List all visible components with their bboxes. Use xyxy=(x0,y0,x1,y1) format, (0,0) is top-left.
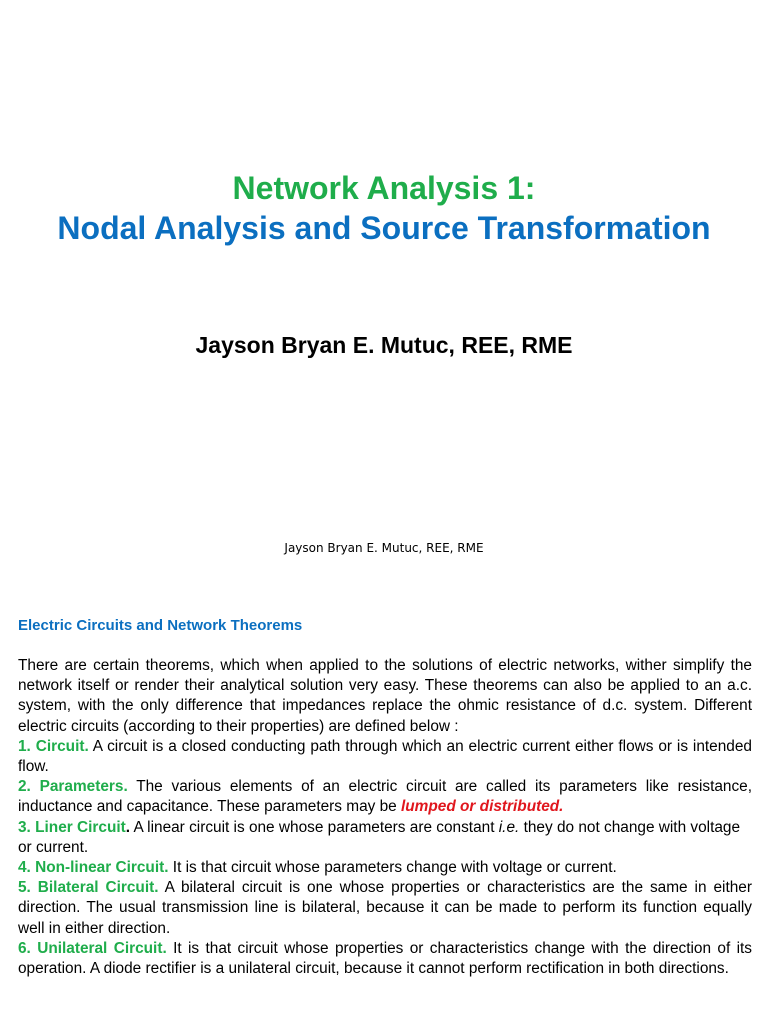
item-text: The various elements of an electric circuit are called its parameters like resistance, xyxy=(127,778,752,796)
author-name: Jayson Bryan E. Mutuc, REE, RME xyxy=(195,332,573,358)
item-label: 1. Circuit. xyxy=(18,737,89,755)
item-label: 3. Liner Circuit xyxy=(18,818,126,836)
item-emphasis: lumped or distributed. xyxy=(401,798,564,816)
list-item-parameters-cont xyxy=(18,797,752,817)
item-text: A linear circuit is one whose parameters are constant xyxy=(130,818,499,836)
list-item-nonlinear xyxy=(18,858,752,878)
title-line-1: Network Analysis 1: xyxy=(232,170,536,206)
item-text: It is that circuit whose properties or characteristics change with the direction of its operation. A diode rectifier is a unilateral circuit, because it cannot perform rectification in both directions. xyxy=(18,939,752,978)
item-text: A bilateral circuit is one whose properties or characteristics are the same in either direction. The usual transmission line is bilateral, because it can be made to perform its function equally well in either direction. xyxy=(18,879,752,937)
item-text: It is that circuit whose parameters change with voltage or current. xyxy=(168,859,617,877)
item-label-dot: . xyxy=(125,818,131,836)
item-text: they do not change with voltage or current. xyxy=(18,818,741,856)
list-item-circuit xyxy=(18,737,752,777)
list-item-linear xyxy=(18,818,752,858)
item-label: 4. Non-linear Circuit. xyxy=(18,859,169,877)
slide-title xyxy=(0,168,768,248)
section-heading: Electric Circuits and Network Theorems xyxy=(18,617,303,634)
list-item-unilateral xyxy=(18,939,752,979)
slide-body xyxy=(18,656,752,979)
item-label: 5. Bilateral Circuit. xyxy=(18,879,159,897)
item-ie: i.e. xyxy=(498,818,520,836)
item-text: inductance and capacitance. These parameters may be xyxy=(18,798,401,816)
item-text: A circuit is a closed conducting path through which an electric current either flows or is intended flow. xyxy=(18,737,752,776)
item-label: 2. Parameters. xyxy=(18,778,128,796)
list-item-parameters xyxy=(18,777,752,797)
item-label: 6. Unilateral Circuit. xyxy=(18,939,167,957)
intro-paragraph: There are certain theorems, which when applied to the solutions of electric networks, wither simplify the network itself or render their analytical solution very easy. These theorems can also be applied to an a.c. system, with the only difference that impedances replace the ohmic resistance of d.c. system. Different electric circuits (according to their properties) are defined below : xyxy=(18,657,752,735)
list-item-bilateral xyxy=(18,878,752,939)
slide-footer: Jayson Bryan E. Mutuc, REE, RME xyxy=(284,541,484,555)
title-line-2: Nodal Analysis and Source Transformation xyxy=(57,210,711,246)
